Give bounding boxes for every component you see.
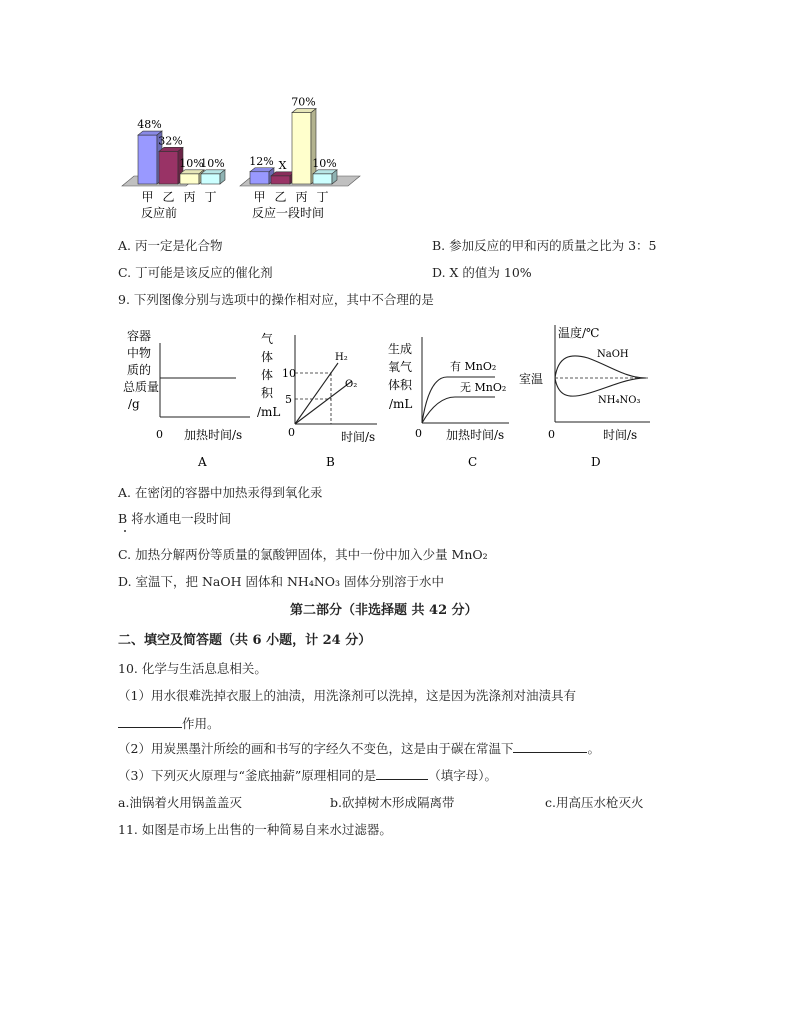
graph-b-ylabel-5: /mL [257, 405, 281, 419]
category-label-1-3: 丁 [316, 190, 329, 204]
q10-option-a: a.油锅着火用锅盖盖灭 [118, 795, 242, 810]
bar-value-label-1-3: 10% [312, 156, 337, 170]
category-label-0-1: 乙 [162, 190, 175, 204]
graph-c [385, 325, 520, 470]
q10-stem: 10. 化学与生活息息相关。 [118, 661, 267, 676]
category-label-1-1: 乙 [274, 190, 287, 204]
q10-part3 [118, 766, 497, 784]
graph-d-origin: 0 [548, 428, 555, 441]
graph-d-nh4no3-label: NH₄NO₃ [598, 395, 641, 406]
q10-option-b: b.砍掉树木形成隔离带 [330, 795, 455, 810]
graph-b-xlabel: 时间/s [341, 430, 376, 444]
graph-a-ylabel-5: /g [128, 397, 140, 411]
bar-0-3 [201, 174, 220, 184]
graph-c-ylabel-3: 体积 [388, 378, 413, 392]
category-label-0-2: 丙 [183, 190, 196, 204]
graph-a-ylabel-3: 质的 [127, 363, 152, 377]
q10-part1-tail: 作用。 [182, 716, 220, 731]
category-label-0-0: 甲 [141, 190, 154, 204]
section2-title: 二、填空及简答题（共 6 小题，计 24 分） [118, 633, 372, 648]
q10-blank-2[interactable] [513, 740, 587, 753]
bar-value-label-1-1: X [278, 158, 287, 172]
q11-stem: 11. 如图是市场上出售的一种简易自来水过滤器。 [118, 822, 392, 837]
graph-c-ylabel-4: /mL [389, 397, 413, 411]
mass-fraction-bar-chart [110, 95, 370, 226]
graph-b-o2-label: O₂ [345, 379, 358, 390]
q8-option-c: C. 丁可能是该反应的催化剂 [118, 265, 273, 280]
q10-part1-line1: （1）用水很难洗掉衣服上的油渍，用洗涤剂可以洗掉，这是因为洗涤剂对油渍具有 [118, 688, 576, 703]
graph-b-h2-label: H₂ [335, 352, 348, 363]
graph-a-ylabel-1: 容器 [127, 329, 152, 343]
graph-c-ylabel-2: 氧气 [388, 360, 413, 374]
graph-c-without-label: 无 MnO₂ [460, 381, 507, 394]
bar-0-0 [138, 135, 157, 184]
graph-b-o2-line [295, 381, 352, 424]
graph-a-xlabel: 加热时间/s [184, 428, 243, 442]
part2-title: 第二部分（非选择题 共 42 分） [290, 603, 478, 618]
graph-b [255, 325, 385, 470]
bar-value-label-0-0: 48% [137, 118, 162, 132]
q9-option-c: C. 加热分解两份等质量的氯酸钾固体，其中一份中加入少量 MnO₂ [118, 547, 488, 562]
q8-option-b: B. 参加反应的甲和丙的质量之比为 3：5 [432, 238, 657, 253]
bar-1-2 [292, 113, 311, 184]
bar-1-0 [250, 172, 269, 184]
bar-value-label-0-2: 10% [179, 156, 204, 170]
q10-blank-1[interactable] [118, 715, 182, 728]
graph-c-xlabel: 加热时间/s [446, 428, 505, 442]
q8-option-d: D. X 的值为 10% [432, 265, 532, 280]
graph-d-ylabel: 温度/℃ [558, 326, 600, 340]
graph-b-tick-5: 5 [285, 393, 292, 406]
stray-dot [124, 530, 126, 532]
q10-part2-text: （2）用炭黑墨汁所绘的画和书写的字经久不变色，这是由于碳在常温下 [118, 741, 514, 756]
graph-b-ylabel-4: 积 [261, 386, 274, 400]
q10-part2 [118, 739, 600, 757]
graph-d-letter: D [591, 455, 601, 469]
group-label-after: 反应一段时间 [251, 206, 325, 220]
bar-value-label-1-2: 70% [291, 95, 316, 109]
graph-d-room-label: 室温 [519, 372, 544, 386]
q10-part3-text: （3）下列灭火原理与“釜底抽薪”原理相同的是 [118, 768, 377, 783]
category-label-1-0: 甲 [253, 190, 266, 204]
graph-b-ylabel-1: 气 [261, 332, 274, 346]
group-label-before: 反应前 [140, 206, 178, 220]
graph-d-nh4no3-curve [555, 378, 646, 396]
q9-option-a: A. 在密闭的容器中加热汞得到氧化汞 [118, 485, 323, 500]
bar-value-label-0-3: 10% [200, 156, 225, 170]
graph-c-curve-without-mno2 [422, 397, 495, 423]
q10-part2-tail: 。 [587, 741, 600, 756]
graph-c-letter: C [468, 455, 478, 469]
bar-1-3 [313, 174, 332, 184]
bar-0-1 [159, 151, 178, 184]
q8-option-a: A. 丙一定是化合物 [118, 238, 223, 253]
category-label-1-2: 丙 [295, 190, 308, 204]
graph-a-origin: 0 [156, 428, 163, 441]
q10-blank-3[interactable] [376, 767, 428, 780]
bar-value-label-0-1: 32% [158, 134, 183, 148]
bar-value-label-1-0: 12% [249, 154, 274, 168]
bar-0-2 [180, 174, 199, 184]
graph-d [518, 320, 658, 470]
q10-option-c: c.用高压水枪灭火 [545, 795, 644, 810]
graph-b-h2-line [295, 363, 338, 424]
q9-option-d: D. 室温下，把 NaOH 固体和 NH₄NO₃ 固体分别溶于水中 [118, 574, 445, 589]
graph-a-ylabel-2: 中物 [127, 346, 152, 360]
graph-d-naoh-label: NaOH [597, 349, 629, 360]
graph-c-with-label: 有 MnO₂ [450, 360, 497, 373]
graph-b-letter: B [326, 455, 335, 469]
category-label-0-3: 丁 [204, 190, 217, 204]
graph-a-letter: A [198, 455, 207, 469]
graph-c-ylabel-1: 生成 [388, 342, 413, 356]
graph-d-xlabel: 时间/s [603, 428, 638, 442]
graph-b-tick-10: 10 [282, 367, 296, 380]
q10-part1-line2 [118, 714, 220, 732]
graph-a [122, 325, 257, 470]
graph-b-origin: 0 [288, 426, 295, 439]
q9-stem: 9. 下列图像分别与选项中的操作相对应，其中不合理的是 [118, 292, 434, 307]
bar-1-1 [271, 176, 290, 184]
graph-a-ylabel-4: 总质量 [123, 380, 160, 394]
graph-b-ylabel-3: 体 [261, 368, 274, 382]
q9-option-b: B 将水通电一段时间 [118, 511, 232, 526]
graph-c-origin: 0 [415, 427, 422, 440]
graph-b-ylabel-2: 体 [261, 350, 274, 364]
q10-part3-tail: （填字母）。 [428, 768, 498, 783]
